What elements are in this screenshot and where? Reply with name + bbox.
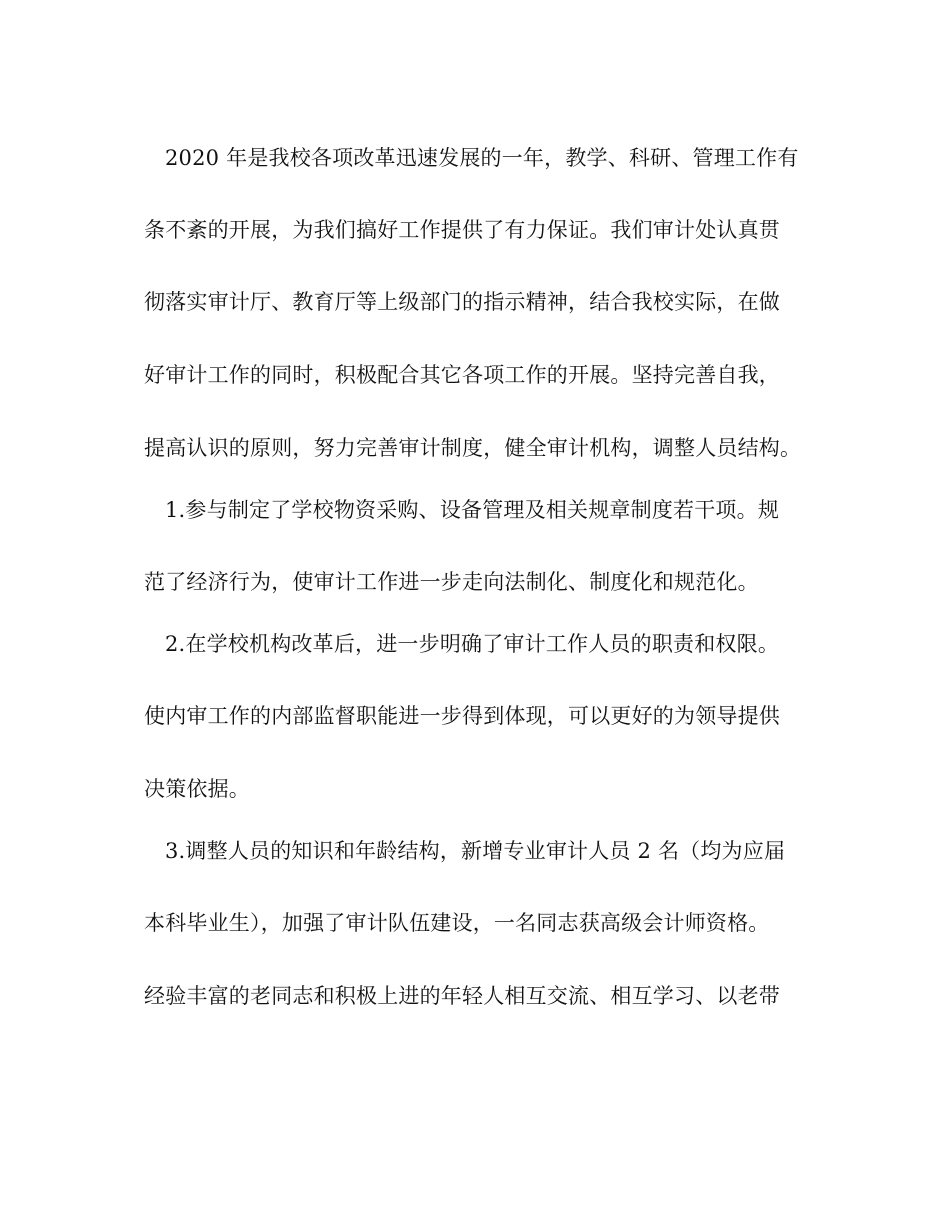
paragraph-line: 2020 年是我校各项改革迅速发展的一年，教学、科研、管理工作有 — [165, 146, 799, 170]
list-item-line: 本科毕业生），加强了审计队伍建设，一名同志获高级会计师资格。 — [144, 911, 770, 935]
list-item-line: 范了经济行为，使审计工作进一步走向法制化、制度化和规范化。 — [144, 570, 759, 594]
list-item-line: 3.调整人员的知识和年龄结构，新增专业审计人员 2 名（均为应届 — [165, 839, 786, 863]
paragraph-line: 好审计工作的同时，积极配合其它各项工作的开展。坚持完善自我， — [144, 363, 780, 387]
paragraph-line: 彻落实审计厅、教育厅等上级部门的指示精神，结合我校实际，在做 — [144, 290, 780, 314]
list-item-line: 2.在学校机构改革后，进一步明确了审计工作人员的职责和权限。 — [165, 632, 780, 656]
list-item-line: 1.参与制定了学校物资采购、设备管理及相关规章制度若干项。规 — [165, 498, 780, 522]
paragraph-line: 条不紊的开展，为我们搞好工作提供了有力保证。我们审计处认真贯 — [144, 218, 780, 242]
list-item-line: 经验丰富的老同志和积极上进的年轻人相互交流、相互学习、以老带 — [144, 984, 780, 1008]
list-item-line: 决策依据。 — [144, 777, 250, 801]
paragraph-line: 提高认识的原则，努力完善审计制度，健全审计机构，调整人员结构。 — [144, 436, 802, 460]
list-item-line: 使内审工作的内部监督职能进一步得到体现，可以更好的为领导提供 — [144, 704, 780, 728]
